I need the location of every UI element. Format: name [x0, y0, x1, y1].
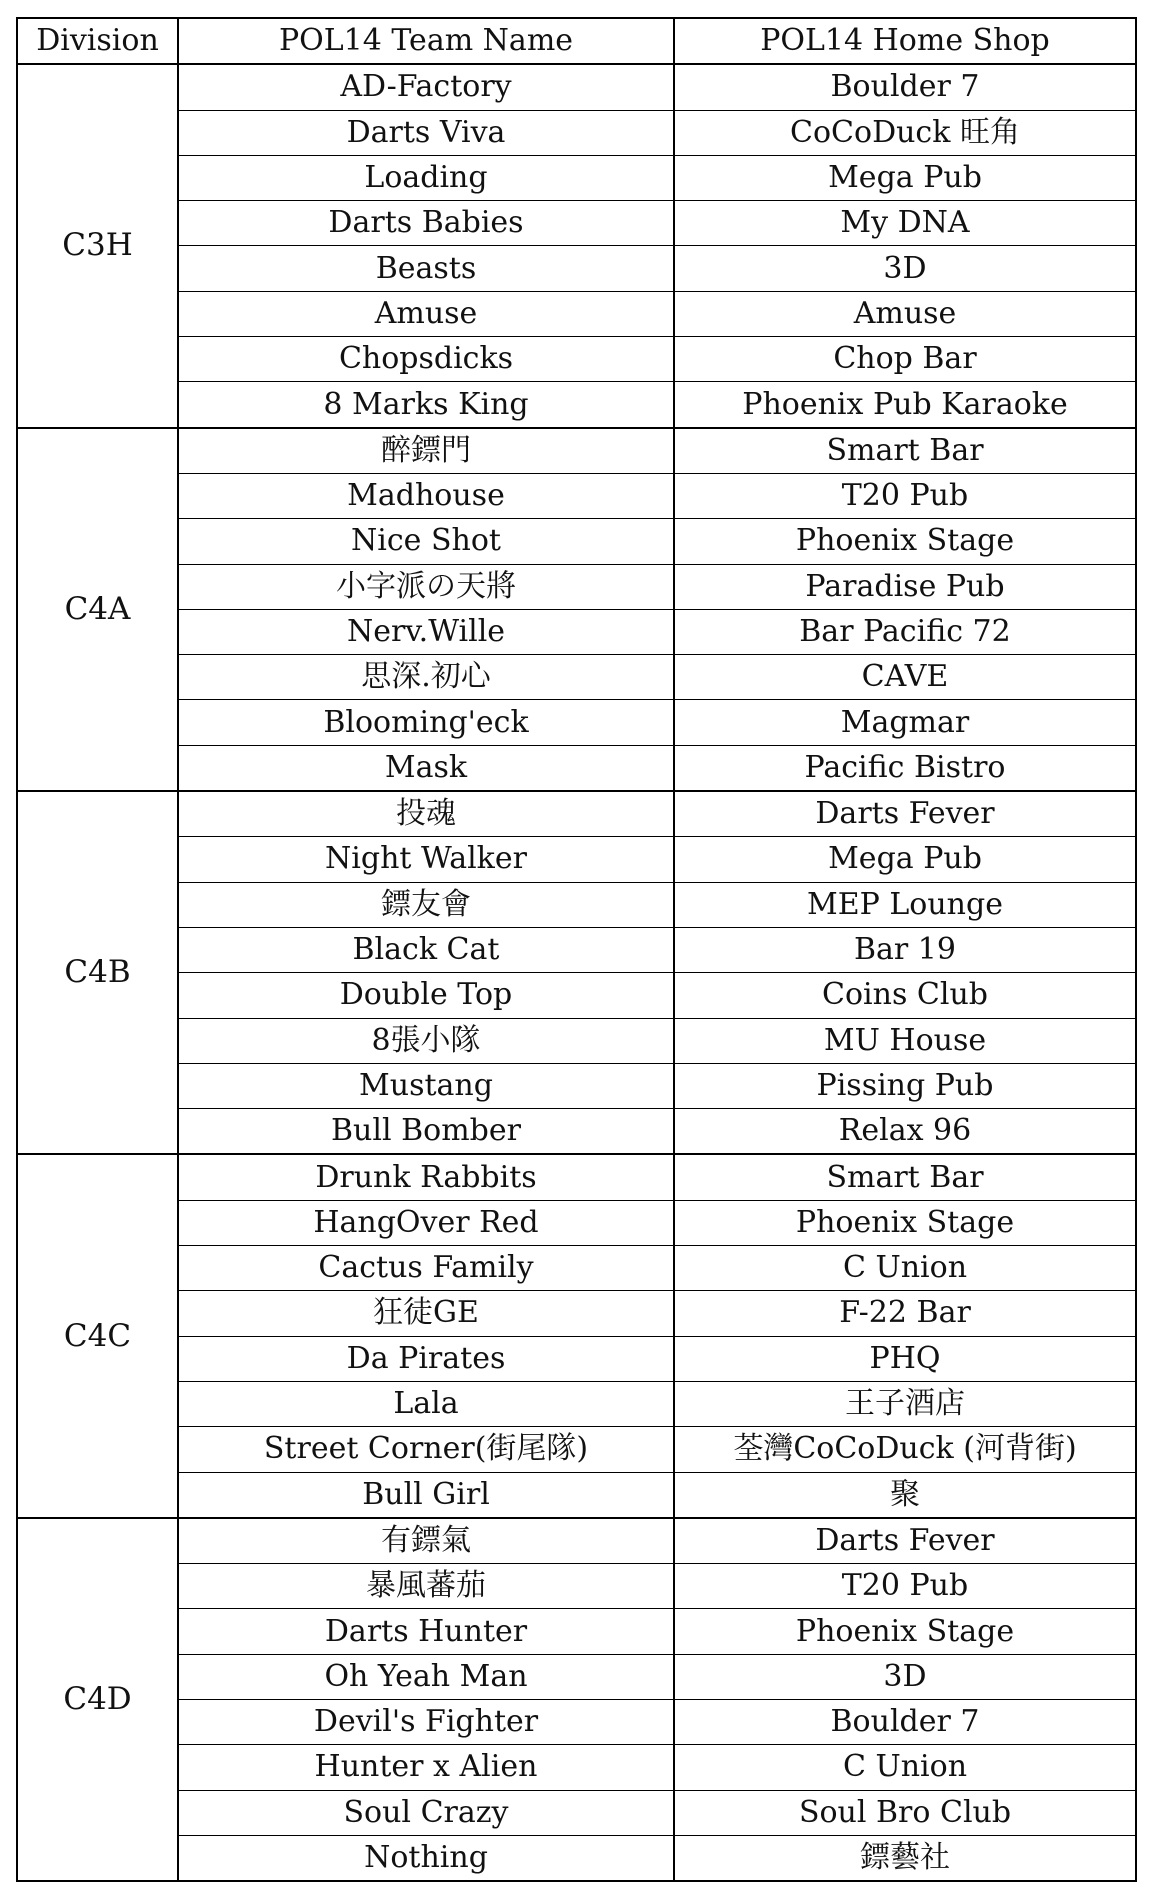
team-name-cell: Drunk Rabbits [178, 1154, 674, 1200]
team-name-cell: Hunter x Alien [178, 1745, 674, 1790]
home-shop-cell: Phoenix Pub Karaoke [674, 382, 1136, 428]
table-row [17, 1246, 1136, 1291]
team-name-cell: Street Corner(街尾隊) [178, 1427, 674, 1472]
home-shop-cell: Smart Bar [674, 428, 1136, 474]
table-row [17, 337, 1136, 382]
home-shop-cell: Smart Bar [674, 1154, 1136, 1200]
home-shop-cell: C Union [674, 1745, 1136, 1790]
home-shop-cell: Soul Bro Club [674, 1790, 1136, 1835]
table-row [17, 1790, 1136, 1835]
table-row [17, 837, 1136, 882]
home-shop-cell: Amuse [674, 291, 1136, 336]
table-row [17, 1699, 1136, 1744]
team-name-cell: Darts Babies [178, 201, 674, 246]
home-shop-cell: Phoenix Stage [674, 1609, 1136, 1654]
table-row [17, 1564, 1136, 1609]
home-shop-cell: Bar Pacific 72 [674, 609, 1136, 654]
table-row [17, 609, 1136, 654]
table-row [17, 110, 1136, 155]
team-name-cell: Nothing [178, 1835, 674, 1881]
home-shop-cell: 鏢藝社 [674, 1835, 1136, 1881]
table-row [17, 1200, 1136, 1245]
home-shop-cell: CAVE [674, 655, 1136, 700]
team-name-cell: Madhouse [178, 473, 674, 518]
home-shop-cell: 聚 [674, 1472, 1136, 1518]
home-shop-cell: CoCoDuck 旺角 [674, 110, 1136, 155]
division-label: C3H [17, 64, 178, 427]
division-label: C4B [17, 791, 178, 1154]
table-row [17, 1609, 1136, 1654]
team-name-cell: Loading [178, 155, 674, 200]
table-row [17, 1835, 1136, 1881]
team-name-cell: Beasts [178, 246, 674, 291]
home-shop-cell: MEP Lounge [674, 882, 1136, 927]
team-name-cell: 鏢友會 [178, 882, 674, 927]
home-shop-cell: My DNA [674, 201, 1136, 246]
home-shop-cell: Paradise Pub [674, 564, 1136, 609]
roster-body [17, 64, 1136, 1881]
team-name-cell: 醉鏢門 [178, 428, 674, 474]
home-shop-cell: 3D [674, 1654, 1136, 1699]
home-shop-cell: F-22 Bar [674, 1291, 1136, 1336]
team-name-cell: Blooming'eck [178, 700, 674, 745]
home-shop-cell: Mega Pub [674, 837, 1136, 882]
home-shop-cell: MU House [674, 1018, 1136, 1063]
team-name-cell: 狂徒GE [178, 1291, 674, 1336]
table-row [17, 1291, 1136, 1336]
home-shop-cell: 荃灣CoCoDuck (河背街) [674, 1427, 1136, 1472]
header-division: Division [17, 18, 178, 64]
table-row [17, 246, 1136, 291]
table-row [17, 473, 1136, 518]
header-team-name: POL14 Team Name [178, 18, 674, 64]
table-row [17, 1654, 1136, 1699]
table-row [17, 745, 1136, 791]
home-shop-cell: Coins Club [674, 973, 1136, 1018]
home-shop-cell: PHQ [674, 1336, 1136, 1381]
table-row [17, 1063, 1136, 1108]
table-row [17, 201, 1136, 246]
table-row [17, 382, 1136, 428]
home-shop-cell: Darts Fever [674, 791, 1136, 837]
team-name-cell: 思深.初心 [178, 655, 674, 700]
table-row [17, 1154, 1136, 1200]
home-shop-cell: Phoenix Stage [674, 1200, 1136, 1245]
home-shop-cell: Darts Fever [674, 1518, 1136, 1564]
table-row [17, 1518, 1136, 1564]
division-roster-table [16, 17, 1137, 1882]
table-row [17, 291, 1136, 336]
team-name-cell: AD-Factory [178, 64, 674, 110]
table-row [17, 973, 1136, 1018]
header-row [17, 18, 1136, 64]
team-name-cell: Mustang [178, 1063, 674, 1108]
table-row [17, 882, 1136, 927]
team-name-cell: Mask [178, 745, 674, 791]
team-name-cell: Lala [178, 1381, 674, 1426]
table-row [17, 1745, 1136, 1790]
home-shop-cell: C Union [674, 1246, 1136, 1291]
home-shop-cell: Pacific Bistro [674, 745, 1136, 791]
team-name-cell: Devil's Fighter [178, 1699, 674, 1744]
home-shop-cell: Phoenix Stage [674, 519, 1136, 564]
table-row [17, 700, 1136, 745]
team-name-cell: Oh Yeah Man [178, 1654, 674, 1699]
team-name-cell: Nice Shot [178, 519, 674, 564]
home-shop-cell: Pissing Pub [674, 1063, 1136, 1108]
home-shop-cell: Relax 96 [674, 1109, 1136, 1155]
home-shop-cell: 王子酒店 [674, 1381, 1136, 1426]
division-label: C4A [17, 428, 178, 791]
team-name-cell: 小字派の天將 [178, 564, 674, 609]
division-label: C4C [17, 1154, 178, 1517]
team-name-cell: Chopsdicks [178, 337, 674, 382]
team-name-cell: Bull Bomber [178, 1109, 674, 1155]
team-name-cell: Black Cat [178, 927, 674, 972]
home-shop-cell: T20 Pub [674, 1564, 1136, 1609]
division-label: C4D [17, 1518, 178, 1881]
team-name-cell: Amuse [178, 291, 674, 336]
table-row [17, 519, 1136, 564]
home-shop-cell: Chop Bar [674, 337, 1136, 382]
table-row [17, 655, 1136, 700]
team-name-cell: 有鏢氣 [178, 1518, 674, 1564]
table-row [17, 428, 1136, 474]
home-shop-cell: Magmar [674, 700, 1136, 745]
table-row [17, 1018, 1136, 1063]
home-shop-cell: Boulder 7 [674, 1699, 1136, 1744]
team-name-cell: 8張小隊 [178, 1018, 674, 1063]
team-name-cell: Night Walker [178, 837, 674, 882]
team-name-cell: Cactus Family [178, 1246, 674, 1291]
table-row [17, 927, 1136, 972]
table-row [17, 1427, 1136, 1472]
table-row [17, 1109, 1136, 1155]
table-row [17, 1472, 1136, 1518]
table-row [17, 155, 1136, 200]
home-shop-cell: 3D [674, 246, 1136, 291]
table-row [17, 791, 1136, 837]
team-name-cell: Darts Hunter [178, 1609, 674, 1654]
team-name-cell: 8 Marks King [178, 382, 674, 428]
team-name-cell: Darts Viva [178, 110, 674, 155]
table-row [17, 564, 1136, 609]
team-name-cell: Bull Girl [178, 1472, 674, 1518]
team-name-cell: Nerv.Wille [178, 609, 674, 654]
team-name-cell: Soul Crazy [178, 1790, 674, 1835]
team-name-cell: 投魂 [178, 791, 674, 837]
home-shop-cell: Boulder 7 [674, 64, 1136, 110]
home-shop-cell: T20 Pub [674, 473, 1136, 518]
team-name-cell: Double Top [178, 973, 674, 1018]
team-name-cell: Da Pirates [178, 1336, 674, 1381]
home-shop-cell: Mega Pub [674, 155, 1136, 200]
table-row [17, 1336, 1136, 1381]
table-row [17, 64, 1136, 110]
header-home-shop: POL14 Home Shop [674, 18, 1136, 64]
table-row [17, 1381, 1136, 1426]
team-name-cell: HangOver Red [178, 1200, 674, 1245]
team-name-cell: 暴風蕃茄 [178, 1564, 674, 1609]
home-shop-cell: Bar 19 [674, 927, 1136, 972]
